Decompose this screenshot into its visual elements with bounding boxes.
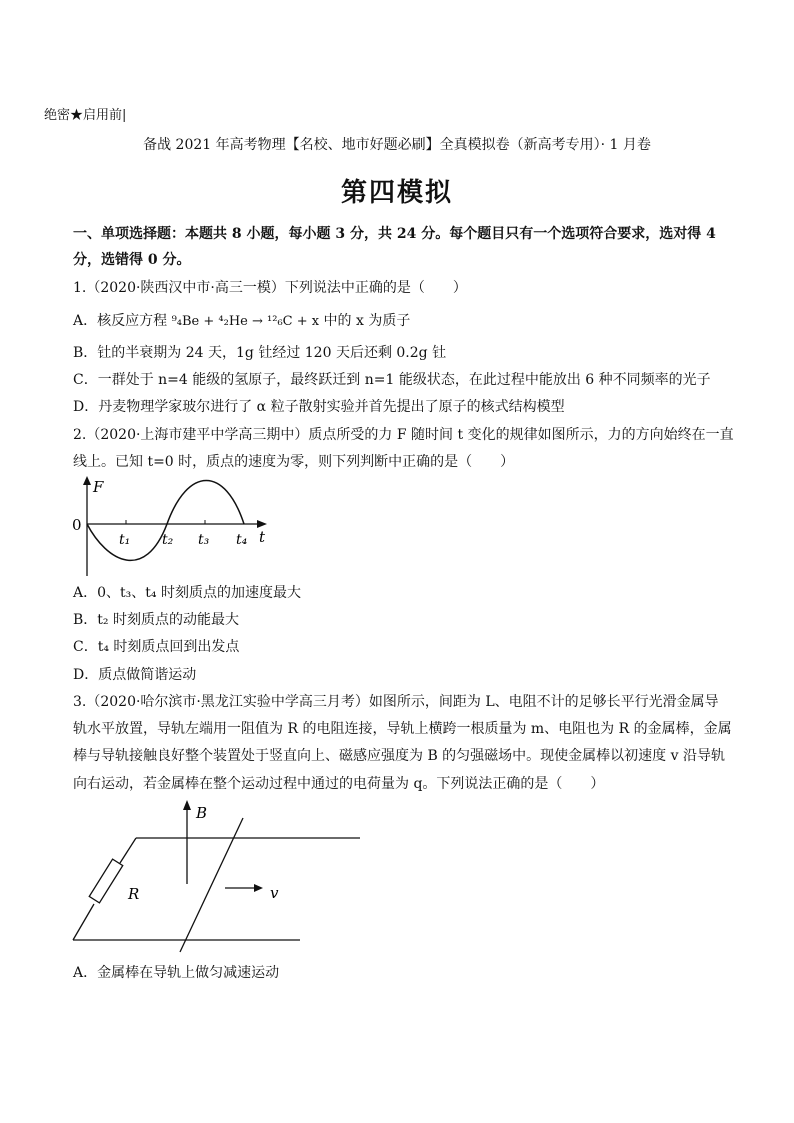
q3-stem-line3: 棒与导轨接触良好整个装置处于竖直向上、磁感应强度为 B 的匀强磁场中。现使金属棒以初速度 v 沿导轨 bbox=[73, 748, 725, 764]
q2-stem-line1: 2.（2020·上海市建平中学高三期中）质点所受的力 F 随时间 t 变化的规律如图所示，力的方向始终在一直 bbox=[73, 427, 734, 443]
q3-stem-line2: 轨水平放置，导轨左端用一阻值为 R 的电阻连接，导轨上横跨一根质量为 m、电阻也为 R 的金属棒，金属 bbox=[73, 721, 732, 737]
q1-option-d: D．丹麦物理学家玻尔进行了 α 粒子散射实验并首先提出了原子的核式结构模型 bbox=[73, 399, 565, 415]
q1-option-a bbox=[73, 310, 410, 330]
q1-nuclear-equation: ⁹₄Be + ⁴₂He → ¹²₆C + x bbox=[171, 314, 320, 329]
b-field-arrowhead bbox=[183, 800, 191, 810]
q2-option-a: A．0、t₃、t₄ 时刻质点的加速度最大 bbox=[73, 585, 301, 601]
graph-x-label: t bbox=[259, 528, 266, 546]
left-connector-upper bbox=[120, 838, 136, 863]
tick-label-t3: t₃ bbox=[198, 532, 210, 548]
resistor-label: R bbox=[128, 885, 140, 903]
q3-option-a: A．金属棒在导轨上做匀减速运动 bbox=[73, 965, 280, 981]
b-field-label: B bbox=[196, 804, 208, 822]
q2-option-d: D．质点做简谐运动 bbox=[73, 667, 197, 683]
left-connector-lower bbox=[73, 904, 94, 940]
page-title: 第四模拟 bbox=[340, 178, 453, 208]
graph-x-arrow bbox=[257, 520, 267, 528]
q3-stem-line1: 3.（2020·哈尔滨市·黑龙江实验中学高三月考）如图所示，间距为 L、电阻不计的足够长平行光滑金属导 bbox=[73, 694, 719, 710]
q1-option-b: B．钍的半衰期为 24 天，1g 钍经过 120 天后还剩 0.2g 钍 bbox=[73, 345, 447, 361]
q1-option-a-prefix: A．核反应方程 bbox=[73, 313, 168, 329]
exam-subtitle: 备战 2021 年高考物理【名校、地市好题必刷】全真模拟卷（新高考专用）· 1 月卷 bbox=[143, 137, 651, 153]
velocity-arrowhead bbox=[254, 884, 263, 892]
q1-option-c: C．一群处于 n=4 能级的氢原子，最终跃迁到 n=1 能级状态，在此过程中能放出 6 种不同频率的光子 bbox=[73, 372, 711, 388]
q3-stem-line4: 向右运动，若金属棒在整个运动过程中通过的电荷量为 q。下列说法正确的是（ ） bbox=[73, 776, 605, 792]
q1-stem: 1.（2020·陕西汉中市·高三一模）下列说法中正确的是（ ） bbox=[73, 280, 467, 296]
resistor bbox=[89, 859, 122, 903]
q2-option-c: C．t₄ 时刻质点回到出发点 bbox=[73, 639, 240, 655]
velocity-label: v bbox=[270, 884, 279, 902]
tick-label-t1: t₁ bbox=[119, 532, 131, 548]
rail-circuit-figure bbox=[70, 796, 365, 956]
q1-option-a-suffix: 中的 x 为质子 bbox=[323, 313, 411, 329]
tick-label-t4: t₄ bbox=[236, 532, 248, 548]
force-time-graph bbox=[70, 474, 280, 580]
graph-y-arrow bbox=[83, 476, 91, 485]
q2-option-b: B．t₂ 时刻质点的动能最大 bbox=[73, 612, 239, 628]
graph-origin-label: 0 bbox=[72, 516, 82, 534]
q2-stem-line2: 线上。已知 t=0 时，质点的速度为零，则下列判断中正确的是（ ） bbox=[73, 454, 515, 470]
section-instructions-line2: 分，选错得 0 分。 bbox=[73, 252, 191, 268]
confidential-mark: 绝密★启用前| bbox=[44, 108, 127, 123]
section-instructions-line1: 一、单项选择题：本题共 8 小题，每小题 3 分，共 24 分。每个题目只有一个选项符合要求，选对得 4 bbox=[73, 226, 716, 242]
tick-label-t2: t₂ bbox=[162, 532, 174, 548]
force-curve bbox=[87, 481, 244, 561]
graph-y-label: F bbox=[93, 478, 104, 496]
